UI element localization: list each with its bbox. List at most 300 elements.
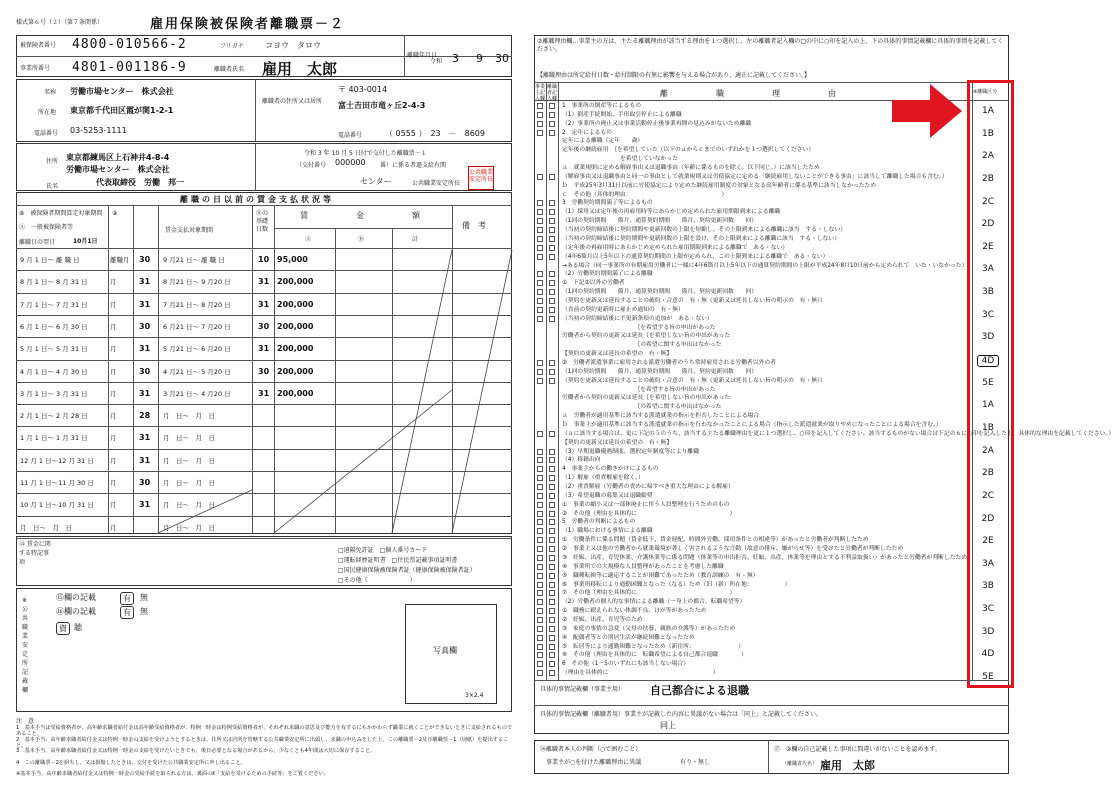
company-name: 労働市場センター 株式会社 xyxy=(70,87,174,96)
owner-name-label: 氏名 xyxy=(46,183,59,190)
separated-checkbox[interactable] xyxy=(549,174,555,180)
col-reason: 離 職 理 由 xyxy=(660,89,842,98)
reason-line: （1）採用又は定年後の再雇用時等にあらかじめ定められた雇用期限到来による離職 xyxy=(562,209,781,216)
employer-checkbox[interactable] xyxy=(537,635,543,641)
reason-line: （直前の契約更新時に雇止め通知の 有・無） xyxy=(562,306,684,313)
reason-line: ⑦ その他（理由を具体的に ） xyxy=(562,590,736,597)
table-cell-days: 31 xyxy=(139,455,151,465)
table-cell-period: 1 月 1 日～ 1 月 31 日 xyxy=(20,434,88,443)
reason-line: （当初の契約締結後に契約期間や更新回数の上限を設け、その上限到来による離職に該当 する・しない） xyxy=(562,235,841,242)
col-a: Ⓐ 一般被保険者等 xyxy=(19,224,74,231)
table-cell-month: 離職月 xyxy=(110,256,130,264)
employer-checkbox[interactable] xyxy=(537,564,543,570)
col-wa: Ⓐ xyxy=(305,236,312,243)
reason-code: 2D xyxy=(981,513,995,524)
reason-code: 1A xyxy=(982,400,994,411)
separated-person-name: 雇用 太郎 xyxy=(262,60,338,78)
employer-checkbox[interactable] xyxy=(537,582,543,588)
separated-checkbox[interactable] xyxy=(549,511,555,517)
table-cell-month: 月 xyxy=(110,456,117,465)
table-cell-pay-period: 月 日～ 月 日 xyxy=(163,434,215,443)
employer-checkbox[interactable] xyxy=(537,502,543,508)
employer-checkbox[interactable] xyxy=(537,537,543,543)
separated-checkbox[interactable] xyxy=(549,546,555,552)
employer-checkbox[interactable] xyxy=(537,112,543,118)
separated-checkbox[interactable] xyxy=(549,528,555,534)
form-title: 雇用保険被保険者離職票－２ xyxy=(150,17,346,32)
table-cell-base-days: 30 xyxy=(258,366,270,376)
reason-line: ① 事業の縮小又は一部休廃止に伴う人員整理を行うためのもの xyxy=(562,501,730,508)
table-cell-period: 7 月 1 日～ 7 月 31 日 xyxy=(20,300,88,309)
reason-line: （定年後の再雇用時にあらかじめ定められた雇用期限到来による離職で ある・ない） xyxy=(562,244,789,251)
employer-checkbox[interactable] xyxy=(537,369,543,375)
table-cell-period: 8 月 1 日～ 8 月 31 日 xyxy=(20,278,88,287)
separated-checkbox[interactable] xyxy=(549,475,555,481)
table-cell-days: 30 xyxy=(139,366,151,376)
reason-line: ａ 労働者が適用基準に該当する派遣就業の指示を拒否したことによる場合 xyxy=(562,413,760,420)
separated-checkbox[interactable] xyxy=(549,236,555,242)
employer-checkbox[interactable] xyxy=(537,245,543,251)
table-cell-pay-period: 4 月21 日～ 5 月20 日 xyxy=(163,367,231,376)
employer-checkbox[interactable] xyxy=(537,174,543,180)
reason-line: 5 労働者の判断によるもの xyxy=(562,519,636,526)
separated-checkbox[interactable] xyxy=(549,564,555,570)
employer-checkbox[interactable] xyxy=(537,546,543,552)
reason-line: 6 その他（1－5のいずれにも該当しない場合） xyxy=(562,661,690,668)
separated-checkbox[interactable] xyxy=(549,582,555,588)
table-cell-pay-period: 7 月21 日～ 8 月20 日 xyxy=(163,300,231,309)
col-employer: 事業主記入欄 xyxy=(535,84,546,102)
sep-day: 30 xyxy=(495,52,509,65)
owner-representative: 代表取締役 労働 邦一 xyxy=(96,178,184,187)
employer-checkbox[interactable] xyxy=(537,626,543,632)
sep-date-label: 離職年月日 xyxy=(407,52,438,59)
table-cell-base-days: 31 xyxy=(258,277,270,287)
table-cell-base-days: 31 xyxy=(258,299,270,309)
table-cell-days: 31 xyxy=(139,277,151,287)
reason-sub: 【離職理由は所定給付日数・給付制限の有無に影響を与える場合があり、適正に記載してください。】 xyxy=(537,72,811,79)
separated-checkbox[interactable] xyxy=(549,457,555,463)
check-2: □運転経歴証明書 □住民票記載事項証明書 xyxy=(338,557,458,564)
reason-line: ⑥ その他（理由を具体的に 転職希望による自己都合退職 ） xyxy=(562,652,747,659)
reason-line: （2）労働者の個人的な事情による離職（一身上の都合、転職希望等） xyxy=(562,599,746,606)
table-cell-month: 月 xyxy=(110,367,117,376)
table-cell-wage: 200,000 xyxy=(277,388,314,398)
reason-line: ⑤ 職種転換等に適応することが困難であったため（教育訓練の 有・無） xyxy=(562,572,759,579)
field16-yes: 有 xyxy=(120,606,134,619)
reason-line: ｛を希望する旨の申出があった xyxy=(562,324,716,331)
reason-line: ① 労働条件に係る問題（賃金低下、賃金遅配、時間外労働、採用条件との相違等）があったと労働者が判断したため xyxy=(562,537,869,544)
reason-line: を希望していなかった xyxy=(562,156,678,163)
field16-no: 無 xyxy=(140,607,148,616)
separated-checkbox[interactable] xyxy=(549,103,555,109)
employer-checkbox[interactable] xyxy=(537,289,543,295)
name-label: 離職者氏名 xyxy=(214,66,245,73)
reason-code: 4D xyxy=(981,649,995,660)
table-cell-days: 30 xyxy=(139,255,151,264)
sep-year: 3 xyxy=(452,52,459,65)
reason-line: ｃ その他（具体的理由： ） xyxy=(562,191,728,198)
reason-line: ｛の希望に関する申出はなかった xyxy=(562,404,722,411)
reason-line: 労働者から契約の更新又は延長｛を希望しない旨の申出があった xyxy=(562,395,731,402)
furigana: コヨウ タロウ xyxy=(265,41,321,50)
reason-line: 労働者から契約の更新又は延長｛を希望しない旨の申出があった xyxy=(562,333,731,340)
separated-checkbox[interactable] xyxy=(549,130,555,136)
employer-checkbox[interactable] xyxy=(537,307,543,313)
col-separated: 離職者記入欄 xyxy=(547,84,558,102)
employer-checkbox[interactable] xyxy=(537,449,543,455)
separated-checkbox[interactable] xyxy=(549,608,555,614)
employer-checkbox[interactable] xyxy=(537,475,543,481)
separated-checkbox[interactable] xyxy=(549,280,555,286)
col-b: ⑨ xyxy=(112,210,118,217)
separated-checkbox[interactable] xyxy=(549,652,555,658)
table-cell-period: 6 月 1 日～ 6 月 30 日 xyxy=(20,322,88,331)
reason-code: 5E xyxy=(982,672,994,682)
issue-no: 000000 xyxy=(335,158,366,167)
col-wage: 賃 金 額 xyxy=(300,211,426,220)
confirm-label: ⑰ ②欄の自己記載した事項に間違いがないことを認めます。 xyxy=(774,746,941,753)
reason-line: ｛の希望に関する申出はなかった xyxy=(562,342,722,349)
table-cell-pay-period: 月 日～ 月 日 xyxy=(163,523,215,532)
separated-checkbox[interactable] xyxy=(549,484,555,490)
table-cell-days: 28 xyxy=(139,411,151,421)
employer-checkbox[interactable] xyxy=(537,378,543,384)
employer-checkbox[interactable] xyxy=(537,360,543,366)
company-tel-label: 電話番号 xyxy=(34,130,59,137)
table-cell-period: 2 月 1 日～ 2 月 28 日 xyxy=(20,412,88,421)
employer-checkbox[interactable] xyxy=(537,236,543,242)
employer-checkbox[interactable] xyxy=(537,573,543,579)
employer-checkbox[interactable] xyxy=(537,590,543,596)
reason-line: ② 労働者派遣事業に雇用される派遣労働者のうち常時雇用される労働者以外の者 xyxy=(562,359,776,366)
table-cell-pay-period: 月 日～ 月 日 xyxy=(163,412,215,421)
employer-checkbox[interactable] xyxy=(537,511,543,517)
table-cell-month: 月 xyxy=(110,300,117,309)
employer-checkbox[interactable] xyxy=(537,271,543,277)
owner-company: 労働市場センター 株式会社 xyxy=(66,165,170,174)
table-cell-pay-period: 8 月21 日～ 9 月20 日 xyxy=(163,278,231,287)
employer-checkbox[interactable] xyxy=(537,298,543,304)
table-cell-days: 31 xyxy=(139,500,151,510)
reason-line: ｛を希望する旨の申出があった xyxy=(562,386,716,393)
separated-checkbox[interactable] xyxy=(549,626,555,632)
reason-line: ③ 家庭の事情の急変（父母の扶養、親族の介護等）があったため xyxy=(562,625,736,632)
judge-text: 事業主が○を付けた離職理由に異議 xyxy=(546,759,642,766)
reason-code: 1B xyxy=(982,422,994,433)
reason-code: 3B xyxy=(982,581,994,592)
employer-checkbox[interactable] xyxy=(537,280,543,286)
reason-line: 【契約の更新又は延長の希望の 有・無】 xyxy=(562,351,673,358)
reason-code: 3C xyxy=(981,309,994,320)
table-cell-pay-period: 9 月21 日～ 離 職 日 xyxy=(163,256,225,264)
note-item: ※基本手当、高年齢求職者給付金又は特例一時金の受給手続を取られる方は、裏面のⅡ「支給を受けるための手続等」をご覧ください。 xyxy=(16,771,329,777)
employer-checkbox[interactable] xyxy=(537,670,543,676)
table-cell-pay-period: 月 日～ 月 日 xyxy=(163,501,215,510)
reason-code: 2B xyxy=(982,173,994,184)
reason-code: 2A xyxy=(982,445,994,456)
separated-checkbox[interactable] xyxy=(549,502,555,508)
table-cell-period: 11 月 1 日～11 月 30 日 xyxy=(20,479,94,487)
reason-line: ② 事業主又は他の労働者から就業環境が著しく害されるような言動（故意の排斥、嫌がらせ等）を受けたと労働者が判断したため xyxy=(562,546,904,553)
separated-checkbox[interactable] xyxy=(549,537,555,543)
reason-line: ⑤ 転居等により通勤困難となったため（新住所： ） xyxy=(562,643,745,650)
separated-checkbox[interactable] xyxy=(549,245,555,251)
reason-line: ① 下記②以外の労働者 xyxy=(562,280,625,287)
separated-checkbox[interactable] xyxy=(549,519,555,525)
table-cell-wage: 95,000 xyxy=(277,255,308,264)
separated-checkbox[interactable] xyxy=(549,449,555,455)
separated-checkbox[interactable] xyxy=(549,112,555,118)
separated-checkbox[interactable] xyxy=(549,121,555,127)
separated-checkbox[interactable] xyxy=(549,227,555,233)
reason-line: （3）希望退職の募集又は退職勧奨 xyxy=(562,492,653,499)
reason-line: （2）重責解雇（労働者の責めに帰すべき重大な理由による解雇） xyxy=(562,484,734,491)
separated-checkbox[interactable] xyxy=(549,635,555,641)
employer-checkbox[interactable] xyxy=(537,227,543,233)
office-no-label: 事業所番号 xyxy=(20,65,51,72)
employer-checkbox[interactable] xyxy=(537,431,543,437)
reason-line: ｂ 平成25年3月31日以前に労使協定により定めた継続雇用制度の対象となる高年齢者に係る基準に該当しなかったため xyxy=(562,182,877,189)
table-cell-pay-period: 3 月21 日～ 4 月20 日 xyxy=(163,389,231,398)
table-cell-pay-period: 5 月21 日～ 6 月20 日 xyxy=(163,345,231,354)
reason-code: 2B xyxy=(982,468,994,479)
separated-checkbox[interactable] xyxy=(549,590,555,596)
highlight-frame xyxy=(967,80,1014,688)
col-pay: 賃金支払対象期間 xyxy=(165,227,214,234)
col-note: 備 考 xyxy=(462,221,486,230)
reason-line: ① 職務に耐えられない体調不良、けが等があったため xyxy=(562,608,707,615)
sep-month: 9 xyxy=(476,52,483,65)
company-name-label: 名称 xyxy=(44,89,57,96)
table-cell-days: 31 xyxy=(139,299,151,309)
emp-detail: 自己都合による退職 xyxy=(650,684,749,697)
table-cell-month: 月 xyxy=(110,345,117,354)
separated-checkbox[interactable] xyxy=(549,555,555,561)
reason-line: （2）労働契約期間満了による離職 xyxy=(562,271,653,278)
reason-line: （1回の契約期間 箇月、通算契約期間 箇月、契約更新回数 回） xyxy=(562,289,757,296)
listen-mark: 資 xyxy=(56,622,70,635)
separated-checkbox[interactable] xyxy=(549,298,555,304)
separated-checkbox[interactable] xyxy=(549,316,555,322)
separated-checkbox[interactable] xyxy=(549,644,555,650)
table-cell-month: 月 xyxy=(110,412,117,421)
table-cell-days: 30 xyxy=(139,321,151,331)
employer-checkbox[interactable] xyxy=(537,608,543,614)
photo-label: 写真欄 xyxy=(433,646,457,655)
office-no: 4801-001186-9 xyxy=(72,60,187,75)
employer-checkbox[interactable] xyxy=(537,200,543,206)
employer-checkbox[interactable] xyxy=(537,661,543,667)
separated-checkbox[interactable] xyxy=(549,661,555,667)
employer-checkbox[interactable] xyxy=(537,484,543,490)
table-cell-month: 月 xyxy=(110,523,117,532)
employer-checkbox[interactable] xyxy=(537,121,543,127)
employer-checkbox[interactable] xyxy=(537,519,543,525)
employer-checkbox[interactable] xyxy=(537,644,543,650)
separated-checkbox[interactable] xyxy=(549,599,555,605)
separated-checkbox[interactable] xyxy=(549,360,555,366)
reason-code: 1B xyxy=(982,128,994,139)
employer-checkbox[interactable] xyxy=(537,493,543,499)
resident-label: 離職者の住所又は居所 xyxy=(262,98,323,105)
reason-line: 定年後の継続雇用 ｛を希望していた（以下のａからｃまでのいずれかを１つ選択してください） xyxy=(562,147,815,154)
table-cell-period: 10 月 1 日～10 月 31 日 xyxy=(20,501,94,510)
separated-checkbox[interactable] xyxy=(549,431,555,437)
form-id: 様式第６号（２）（第７条関係） xyxy=(16,19,104,26)
separated-checkbox[interactable] xyxy=(549,254,555,260)
reason-line: →ある場合（同一事業所の有期雇用労働者に一様に4年6箇月以上5年以下の通算契約期間の上限が平成24年8月10日前から定められて いた・いなかった） xyxy=(562,262,968,269)
check-4: □その他（ ） xyxy=(338,577,416,584)
col-code: ※離職区分 xyxy=(973,89,998,95)
reason-code: 3A xyxy=(982,558,994,569)
separated-checkbox[interactable] xyxy=(549,466,555,472)
sep-day: 10月1日 xyxy=(73,238,98,245)
postal-code: 〒 403-0014 xyxy=(338,85,388,94)
sep-era: 令和 xyxy=(430,58,443,65)
table-cell-period: 9 月 1 日～ 離 職 日 xyxy=(20,256,80,264)
separated-checkbox[interactable] xyxy=(549,493,555,499)
note-item: 3 基本手当、高年齢求職者給付金又は特例一時金の支給を受けたいときでも、後日必要となる場合があるから、少なくとも4年間は大切に保存すること。 xyxy=(16,748,376,754)
table-cell-period: 4 月 1 日～ 4 月 30 日 xyxy=(20,367,88,376)
reason-code: 3A xyxy=(982,264,994,275)
furigana-label: フリガナ xyxy=(220,43,244,50)
reason-code: 4D xyxy=(977,355,999,367)
reason-line: （1回の契約期間 箇月、通算契約期間 箇月、契約更新回数 回） xyxy=(562,368,757,375)
insured-no-label: 被保険者番号 xyxy=(20,42,57,49)
field15-label: ⑮欄の記載 xyxy=(56,593,96,602)
employer-checkbox[interactable] xyxy=(537,254,543,260)
table-cell-wage: 200,000 xyxy=(277,277,314,287)
company-addr-label: 所在地 xyxy=(38,109,57,116)
listen-label: 聴 xyxy=(74,623,82,632)
employer-checkbox[interactable] xyxy=(537,555,543,561)
separated-checkbox[interactable] xyxy=(549,378,555,384)
side-label: ※公共職業安定所記載欄 xyxy=(22,597,29,694)
separated-checkbox[interactable] xyxy=(549,200,555,206)
table-cell-base-days: 30 xyxy=(258,321,270,331)
reason-line: ③ 妊娠、出産、育児休業、介護休業等に係る問題（休業等の申出拒否、妊娠、出産、休業等を理由とする不利益取扱い）があったと労働者が判断したため xyxy=(562,554,968,561)
reason-line: （当初の契約締結後に契約期間や更新回数の上限を短縮し、その上限到来による離職に該当 する・しない） xyxy=(562,227,847,234)
separated-checkbox[interactable] xyxy=(549,670,555,676)
issue-text: 令和 3 年 10 月 5 日付で交付した離職票－１ xyxy=(304,150,427,157)
employer-checkbox[interactable] xyxy=(537,209,543,215)
reason-line: （4）移籍出向 xyxy=(562,457,601,464)
table-cell-days: 31 xyxy=(139,433,151,443)
reason-line: （1）解雇（重責解雇を除く。） xyxy=(562,475,644,482)
judge-options: 有り・無し xyxy=(680,759,711,766)
table-cell-month: 月 xyxy=(110,278,117,287)
table-cell-days: 30 xyxy=(139,478,151,487)
reason-code: 2C xyxy=(981,196,994,207)
separated-checkbox[interactable] xyxy=(549,573,555,579)
reason-line: 1 事業所の倒産等によるもの xyxy=(562,103,642,109)
separated-checkbox[interactable] xyxy=(549,617,555,623)
employer-checkbox[interactable] xyxy=(537,528,543,534)
company-address: 東京都千代田区霞が関1-2-1 xyxy=(70,106,174,115)
judge-label: ⑯離職者本人の判断（○で囲むこと） xyxy=(540,746,642,753)
sep-detail-label: 具体的事情記載欄（離職者用）事業主が記載した内容に異議がない場合は「同上」と記載してください。 xyxy=(540,711,823,718)
reason-line: （当初の契約締結後に不更新条項の追加が ある・ない） xyxy=(562,315,713,322)
note-item: 4 この離職票－2を紛失し、又は損傷したときは、交付を受けた公共職業安定所に申し出ること。 xyxy=(16,759,246,766)
note-item: 1 基本手当は受給資格者が、高年齢求職者給付金は高年齢受給資格者が、特例一時金は特例受給資格者が、それぞれ求職の意思及び能力を有するにもかかわらず職業に就くことができないときに支給されるものであること。 xyxy=(16,725,513,737)
reason-heading: ⑦離職理由欄…事業主の方は、主たる離職理由が該当する理由を１つ選択し、左の離職者記入欄の□の中に○印を記入の上、下の具体的事情記載欄に具体的事情を記載してください。 xyxy=(537,38,1004,53)
separated-checkbox[interactable] xyxy=(549,289,555,295)
reason-line: （1）倒産手続開始、手形取引停止による離職 xyxy=(562,111,682,118)
resident-address: 富士吉田市竜ヶ丘2-4-3 xyxy=(338,101,426,110)
reason-line: （ａに該当する場合は、更に下記の５のうち、該当する主たる離職理由を更に１つ選択し、○印を記入してください。該当するものがない場合は下記の６に○印を記入した上、具体的な理由を記載してください。） xyxy=(562,430,1114,437)
reason-line: （2）事業所の廃止又は事業活動停止後事業再開の見込みがないため離職 xyxy=(562,120,752,127)
wage-note-label: ⑭ 賃金に関する特記事項 xyxy=(19,541,51,566)
employer-checkbox[interactable] xyxy=(537,599,543,605)
employer-checkbox[interactable] xyxy=(537,130,543,136)
employer-checkbox[interactable] xyxy=(537,652,543,658)
reason-line: ② 妊娠、出産、育児等のため xyxy=(562,616,643,623)
separated-checkbox[interactable] xyxy=(549,209,555,215)
separated-checkbox[interactable] xyxy=(549,271,555,277)
reason-line: （契約を更新又は延長することの確約・合意の 有・無（更新又は延長しない旨の明示の 有・無）） xyxy=(562,297,826,304)
reason-line: （理由を具体的に ） xyxy=(562,670,719,677)
reason-line: ａ 就業規則に定める解雇事由又は退職事由（年齢に係るものを除く。以下同じ。）に該当したため xyxy=(562,165,820,172)
table-cell-pay-period: 6 月21 日～ 7 月20 日 xyxy=(163,322,231,331)
reason-code: 2A xyxy=(982,151,994,162)
issue-tail: 番）に係る者過支給有関 xyxy=(380,162,447,169)
table-cell-month: 月 xyxy=(110,479,117,487)
reason-line: ④ 配偶者等との別居生活が継続困難となったため xyxy=(562,634,695,641)
owner-address: 東京都練馬区上石神井4-8-4 xyxy=(66,153,170,162)
separated-checkbox[interactable] xyxy=(549,307,555,313)
table-cell-days: 31 xyxy=(139,344,151,354)
reason-code: 3D xyxy=(981,332,995,343)
employer-checkbox[interactable] xyxy=(537,457,543,463)
resident-tel-label: 電話番号 xyxy=(338,132,363,139)
employer-checkbox[interactable] xyxy=(537,617,543,623)
employer-checkbox[interactable] xyxy=(537,218,543,224)
confirm-name-label: （離職者氏名） xyxy=(782,761,818,767)
field15-yes: 有 xyxy=(120,592,134,605)
confirm-name: 雇用 太郎 xyxy=(820,759,875,772)
table-cell-month: 月 xyxy=(110,389,117,398)
issue-no-label: （交付番号 xyxy=(296,162,327,169)
reason-line: （契約を更新又は延長することの確約・合意の 有・無（更新又は延長しない旨の明示の 有・無）） xyxy=(562,377,826,384)
table-cell-base-days: 10 xyxy=(258,255,270,264)
separated-checkbox[interactable] xyxy=(549,369,555,375)
separated-checkbox[interactable] xyxy=(549,218,555,224)
emp-detail-label: 具体的事情記載欄（事業主用） xyxy=(540,686,625,693)
table-cell-period: 12 月 1 日～12 月 31 日 xyxy=(20,456,94,465)
col-days: ⑪の基礎日数 xyxy=(256,210,269,233)
col-total: 計 xyxy=(412,236,419,243)
field16-label: ⑯欄の記載 xyxy=(56,607,96,616)
sep-detail: 同上 xyxy=(660,721,676,730)
field15-no: 無 xyxy=(140,593,148,602)
employer-checkbox[interactable] xyxy=(537,466,543,472)
reason-line: 【契約の更新又は延長の希望の 有・無】 xyxy=(562,439,673,446)
reason-line: ② その他（理由を具体的に ） xyxy=(562,510,736,517)
official-seal: 公共職業安定所長 xyxy=(468,166,494,190)
employer-checkbox[interactable] xyxy=(537,316,543,322)
reason-line: 3 労働契約期間満了等によるもの xyxy=(562,200,653,207)
table-cell-wage: 200,000 xyxy=(277,344,314,354)
reason-line: ｂ 事業主が適用基準に該当する派遣就業の指示を行わなかったことによる場合（指示した派遣就業が取りやめになったことによる場合を含む。） xyxy=(562,422,942,428)
reason-line: ④ 事業所での大規模な人員整理があったことを考慮した離職 xyxy=(562,563,724,570)
check-3: □国民健康保険被保険者証（健康保険被保険者証） xyxy=(338,567,476,574)
table-cell-period: 3 月 1 日～ 3 月 31 日 xyxy=(20,389,88,398)
table-cell-month: 月 xyxy=(110,501,117,510)
reason-code: 3C xyxy=(981,604,994,615)
col-wb: Ⓑ xyxy=(358,236,365,243)
employer-checkbox[interactable] xyxy=(537,103,543,109)
